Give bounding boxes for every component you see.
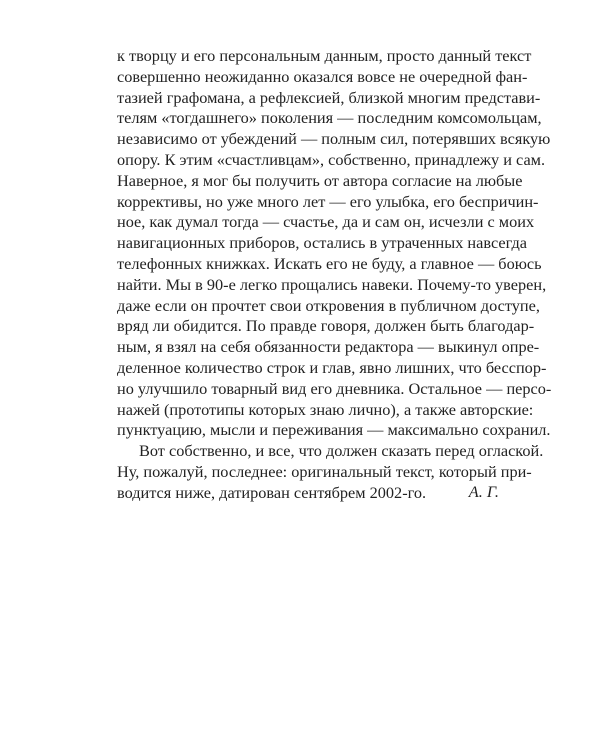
text-line: Вот собственно, и все, что должен сказать перед оглаской. [139, 441, 544, 461]
text-line: совершенно неожиданно оказался вовсе не очередной фан- [117, 66, 528, 86]
paragraph-1 [117, 46, 552, 441]
text-line: пунктуацию, мысли и переживания — максимально сохранил. [117, 420, 551, 440]
author-initials: А. Г. [468, 482, 499, 501]
text-line: нажей (прототипы которых знаю лично), а также авторские: [117, 399, 534, 419]
text-line: к творцу и его персональным данным, просто данный текст [117, 46, 532, 65]
text-line: опору. К этим «счастливцам», собственно, принадлежу и сам. [117, 149, 546, 169]
text-line: ным, я взял на себя обязанности редактора — выкинул опре- [117, 337, 540, 357]
text-line: даже если он прочтет свои откровения в публичном доступе, [117, 295, 540, 315]
text-line: найти. Мы в 90-е легко прощались навеки. Почему-то уверен, [117, 274, 547, 294]
body-text [117, 46, 552, 504]
text-line: независимо от убеждений — полным сил, потерявших всякую [117, 129, 551, 149]
text-line: водится ниже, датирован сентябрем 2002-го. [117, 482, 427, 502]
text-line: Ну, пожалуй, последнее: оригинальный текст, который при- [117, 461, 532, 481]
text-line: Наверное, я мог бы получить от автора согласие на любые [117, 170, 523, 190]
text-line: ное, как думал тогда — счастье, да и сам он, исчезли с моих [117, 212, 535, 232]
paragraph-2 [117, 441, 544, 503]
text-line: тазией графомана, а рефлексией, близкой многим представи- [117, 87, 541, 107]
text-line: телефонных книжках. Искать его не буду, а главное — боюсь [117, 253, 542, 273]
text-line: коррективы, но уже много лет — его улыбка, его беспричин- [117, 191, 539, 211]
text-line: но улучшило товарный вид его дневника. Остальное — персо- [117, 378, 552, 398]
text-line: вряд ли обидится. По правде говоря, должен быть благодар- [117, 316, 535, 336]
text-line: телям «тогдашнего» поколения — последним комсомольцам, [117, 108, 542, 128]
text-line: навигационных приборов, остались в утраченных навсегда [117, 233, 527, 253]
text-line: деленное количество строк и глав, явно лишних, что бесспор- [117, 357, 547, 377]
